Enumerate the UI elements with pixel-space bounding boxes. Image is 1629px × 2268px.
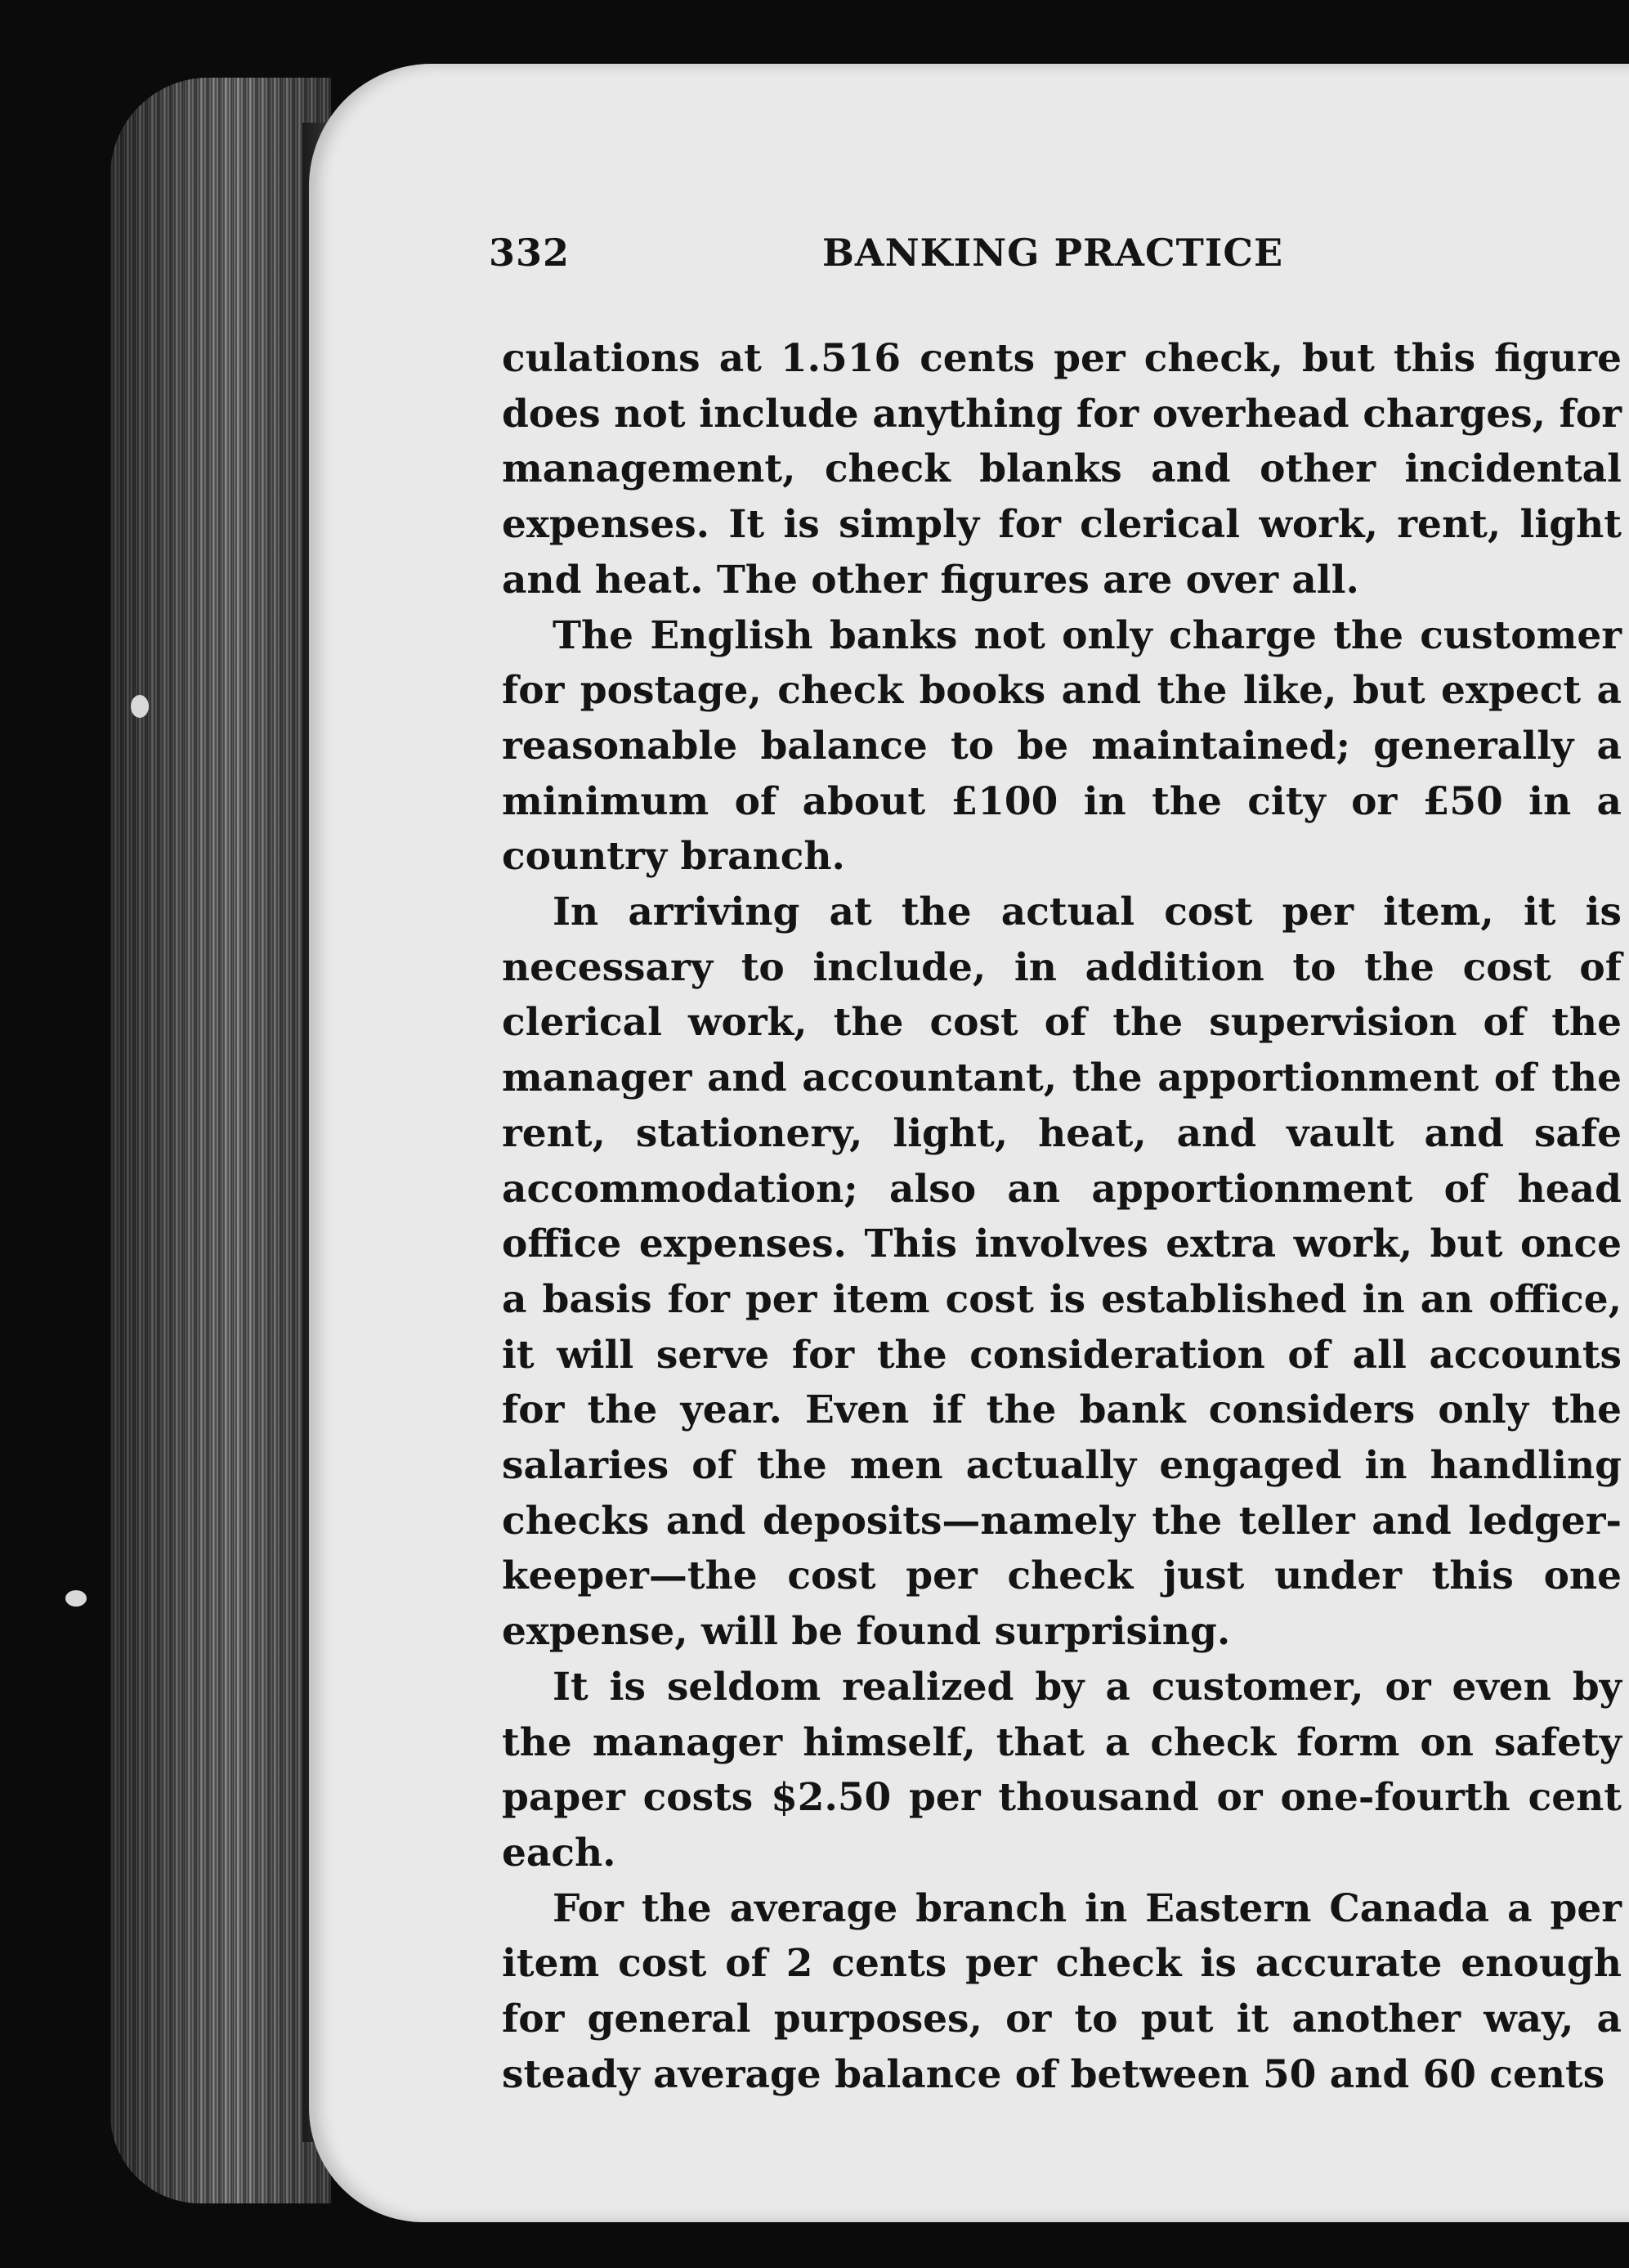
paragraph: For the average branch in Eastern Canada a per item cost of 2 cents per check is accurate enough for general purposes, or to put it another way, a steady average balance of between 50 and 60 cents bbox=[502, 1885, 1622, 2097]
paragraph: In arriving at the actual cost per item, it is necessary to include, in addition to the cost of clerical work, the cost of the supervision of the manager and accountant, the apportionment of the rent, stationery, light, heat, and vault and safe accommodation; also an apportionment of head office expenses. This involves extra work, but once a basis for per item cost is established in an office, it will serve for the consideration of all accounts for the year. Even if the bank considers only the salaries of the men actually engaged in handling checks and deposits—namely the teller and ledger-keeper—the cost per check just under this one expense, will be found surprising. bbox=[502, 890, 1622, 1655]
running-head: BANKING PRACTICE bbox=[822, 231, 1284, 275]
page-edges-shadow bbox=[110, 78, 331, 2203]
paragraph: The English banks not only charge the customer for postage, check books and the like, but expect a reasonable balance to be maintained; generally a minimum of about £100 in the city or £50 in a country branch. bbox=[502, 612, 1622, 880]
dust-speck bbox=[131, 695, 149, 718]
dust-speck bbox=[65, 1590, 87, 1607]
page-number: 332 bbox=[489, 231, 571, 275]
body-text bbox=[502, 331, 1622, 2103]
paragraph-continued: culations at 1.516 cents per check, but this figure does not include anything for overhead charges, for management, check blanks and other incidental expenses. It is simply for clerical work, rent, light and heat. The other figures are over all. bbox=[502, 336, 1622, 603]
page-header bbox=[489, 231, 1625, 288]
paragraph: It is seldom realized by a customer, or even by the manager himself, that a check form on safety paper costs $2.50 per thousand or one-fourth cent each. bbox=[502, 1664, 1622, 1876]
